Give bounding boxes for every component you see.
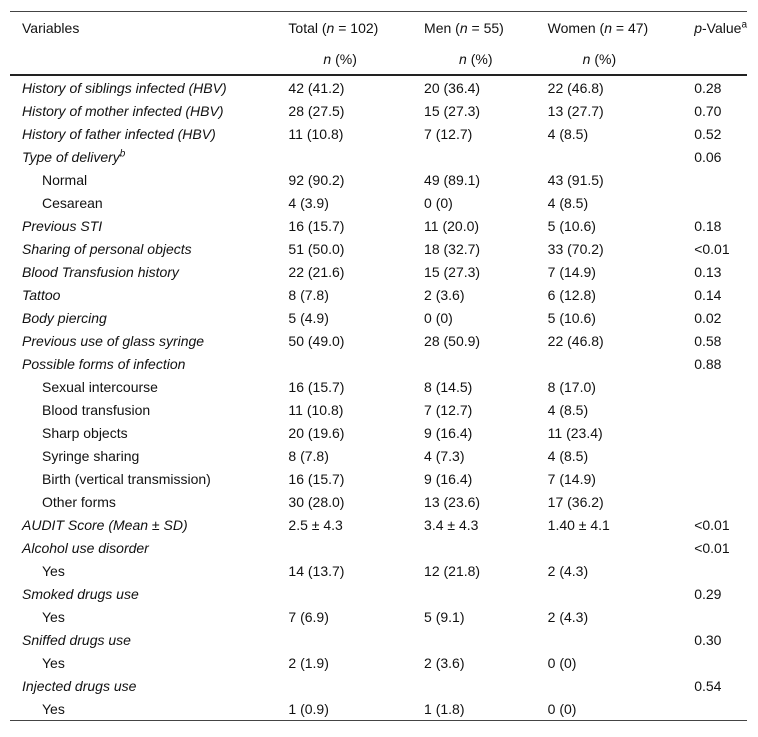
- header-men: Men (n = 55): [424, 12, 548, 44]
- table-row: Injected drugs use 0.54: [22, 677, 722, 694]
- header-p-value: p-Value$^a$: [694, 12, 747, 44]
- table-row: Previous STI 16 (15.7) 11 (20.0) 5 (10.6) 0.18: [22, 217, 722, 234]
- header-women-npct: n (%): [548, 43, 695, 75]
- header-men-npct: n (%): [424, 43, 548, 75]
- table-row: Yes 14 (13.7) 12 (21.8) 2 (4.3): [42, 562, 589, 579]
- table-row: Tattoo 8 (7.8) 2 (3.6) 6 (12.8) 0.14: [22, 286, 722, 303]
- table-row: Yes 1 (0.9) 1 (1.8) 0 (0): [10, 697, 747, 721]
- data-table: [10, 11, 747, 721]
- table-row: Sharp objects 20 (19.6) 9 (16.4) 11 (23.4): [42, 424, 603, 441]
- table-row: Sniffed drugs use 0.30: [22, 631, 722, 648]
- table-row: History of siblings infected (HBV) 42 (41.2) 20 (36.4) 22 (46.8) 0.28: [22, 79, 722, 96]
- table-row: Type of delivery$^b$ 0.06: [22, 147, 722, 165]
- table-row: Smoked drugs use 0.29: [22, 585, 722, 602]
- table-body: [10, 75, 747, 721]
- table-row: AUDIT Score (Mean ± SD) 2.5 ± 4.3 3.4 ± 4.3 1.40 ± 4.1 <0.01: [22, 516, 730, 533]
- table-row: Body piercing 5 (4.9) 0 (0) 5 (10.6) 0.02: [22, 309, 722, 326]
- header-variables: Variables: [10, 12, 288, 44]
- table-row: History of mother infected (HBV) 28 (27.5) 15 (27.3) 13 (27.7) 0.70: [22, 102, 722, 119]
- table-row: Blood transfusion 11 (10.8) 7 (12.7) 4 (8.5): [42, 401, 589, 418]
- table-row: Blood Transfusion history 22 (21.6) 15 (27.3) 7 (14.9) 0.13: [22, 263, 722, 280]
- header-total: Total (n = 102): [288, 12, 424, 44]
- table-row: History of father infected (HBV) 11 (10.8) 7 (12.7) 4 (8.5) 0.52: [22, 125, 722, 142]
- table-row: Alcohol use disorder <0.01: [22, 539, 730, 556]
- table-header: [10, 12, 747, 76]
- header-subrow: [10, 43, 747, 75]
- table-row: Sharing of personal objects 51 (50.0) 18 (32.7) 33 (70.2) <0.01: [22, 240, 730, 257]
- table-row: Yes 2 (1.9) 2 (3.6) 0 (0): [42, 654, 577, 671]
- table-row: Other forms 30 (28.0) 13 (23.6) 17 (36.2): [42, 493, 604, 510]
- table-row: Yes 7 (6.9) 5 (9.1) 2 (4.3): [42, 608, 589, 625]
- table-row: Sexual intercourse 16 (15.7) 8 (14.5) 8 (17.0): [42, 378, 596, 395]
- header-row: [10, 12, 747, 44]
- table-row: Birth (vertical transmission) 16 (15.7) 9 (16.4) 7 (14.9): [42, 470, 596, 487]
- header-total-npct: n (%): [288, 43, 424, 75]
- table-row: Cesarean 4 (3.9) 0 (0) 4 (8.5): [42, 194, 589, 211]
- table-row: Possible forms of infection 0.88: [22, 355, 722, 372]
- table-row: Syringe sharing 8 (7.8) 4 (7.3) 4 (8.5): [42, 447, 589, 464]
- table-row: Previous use of glass syringe 50 (49.0) 28 (50.9) 22 (46.8) 0.58: [22, 332, 722, 349]
- table-row: Normal 92 (90.2) 49 (89.1) 43 (91.5): [42, 171, 604, 188]
- header-women: Women (n = 47): [548, 12, 695, 44]
